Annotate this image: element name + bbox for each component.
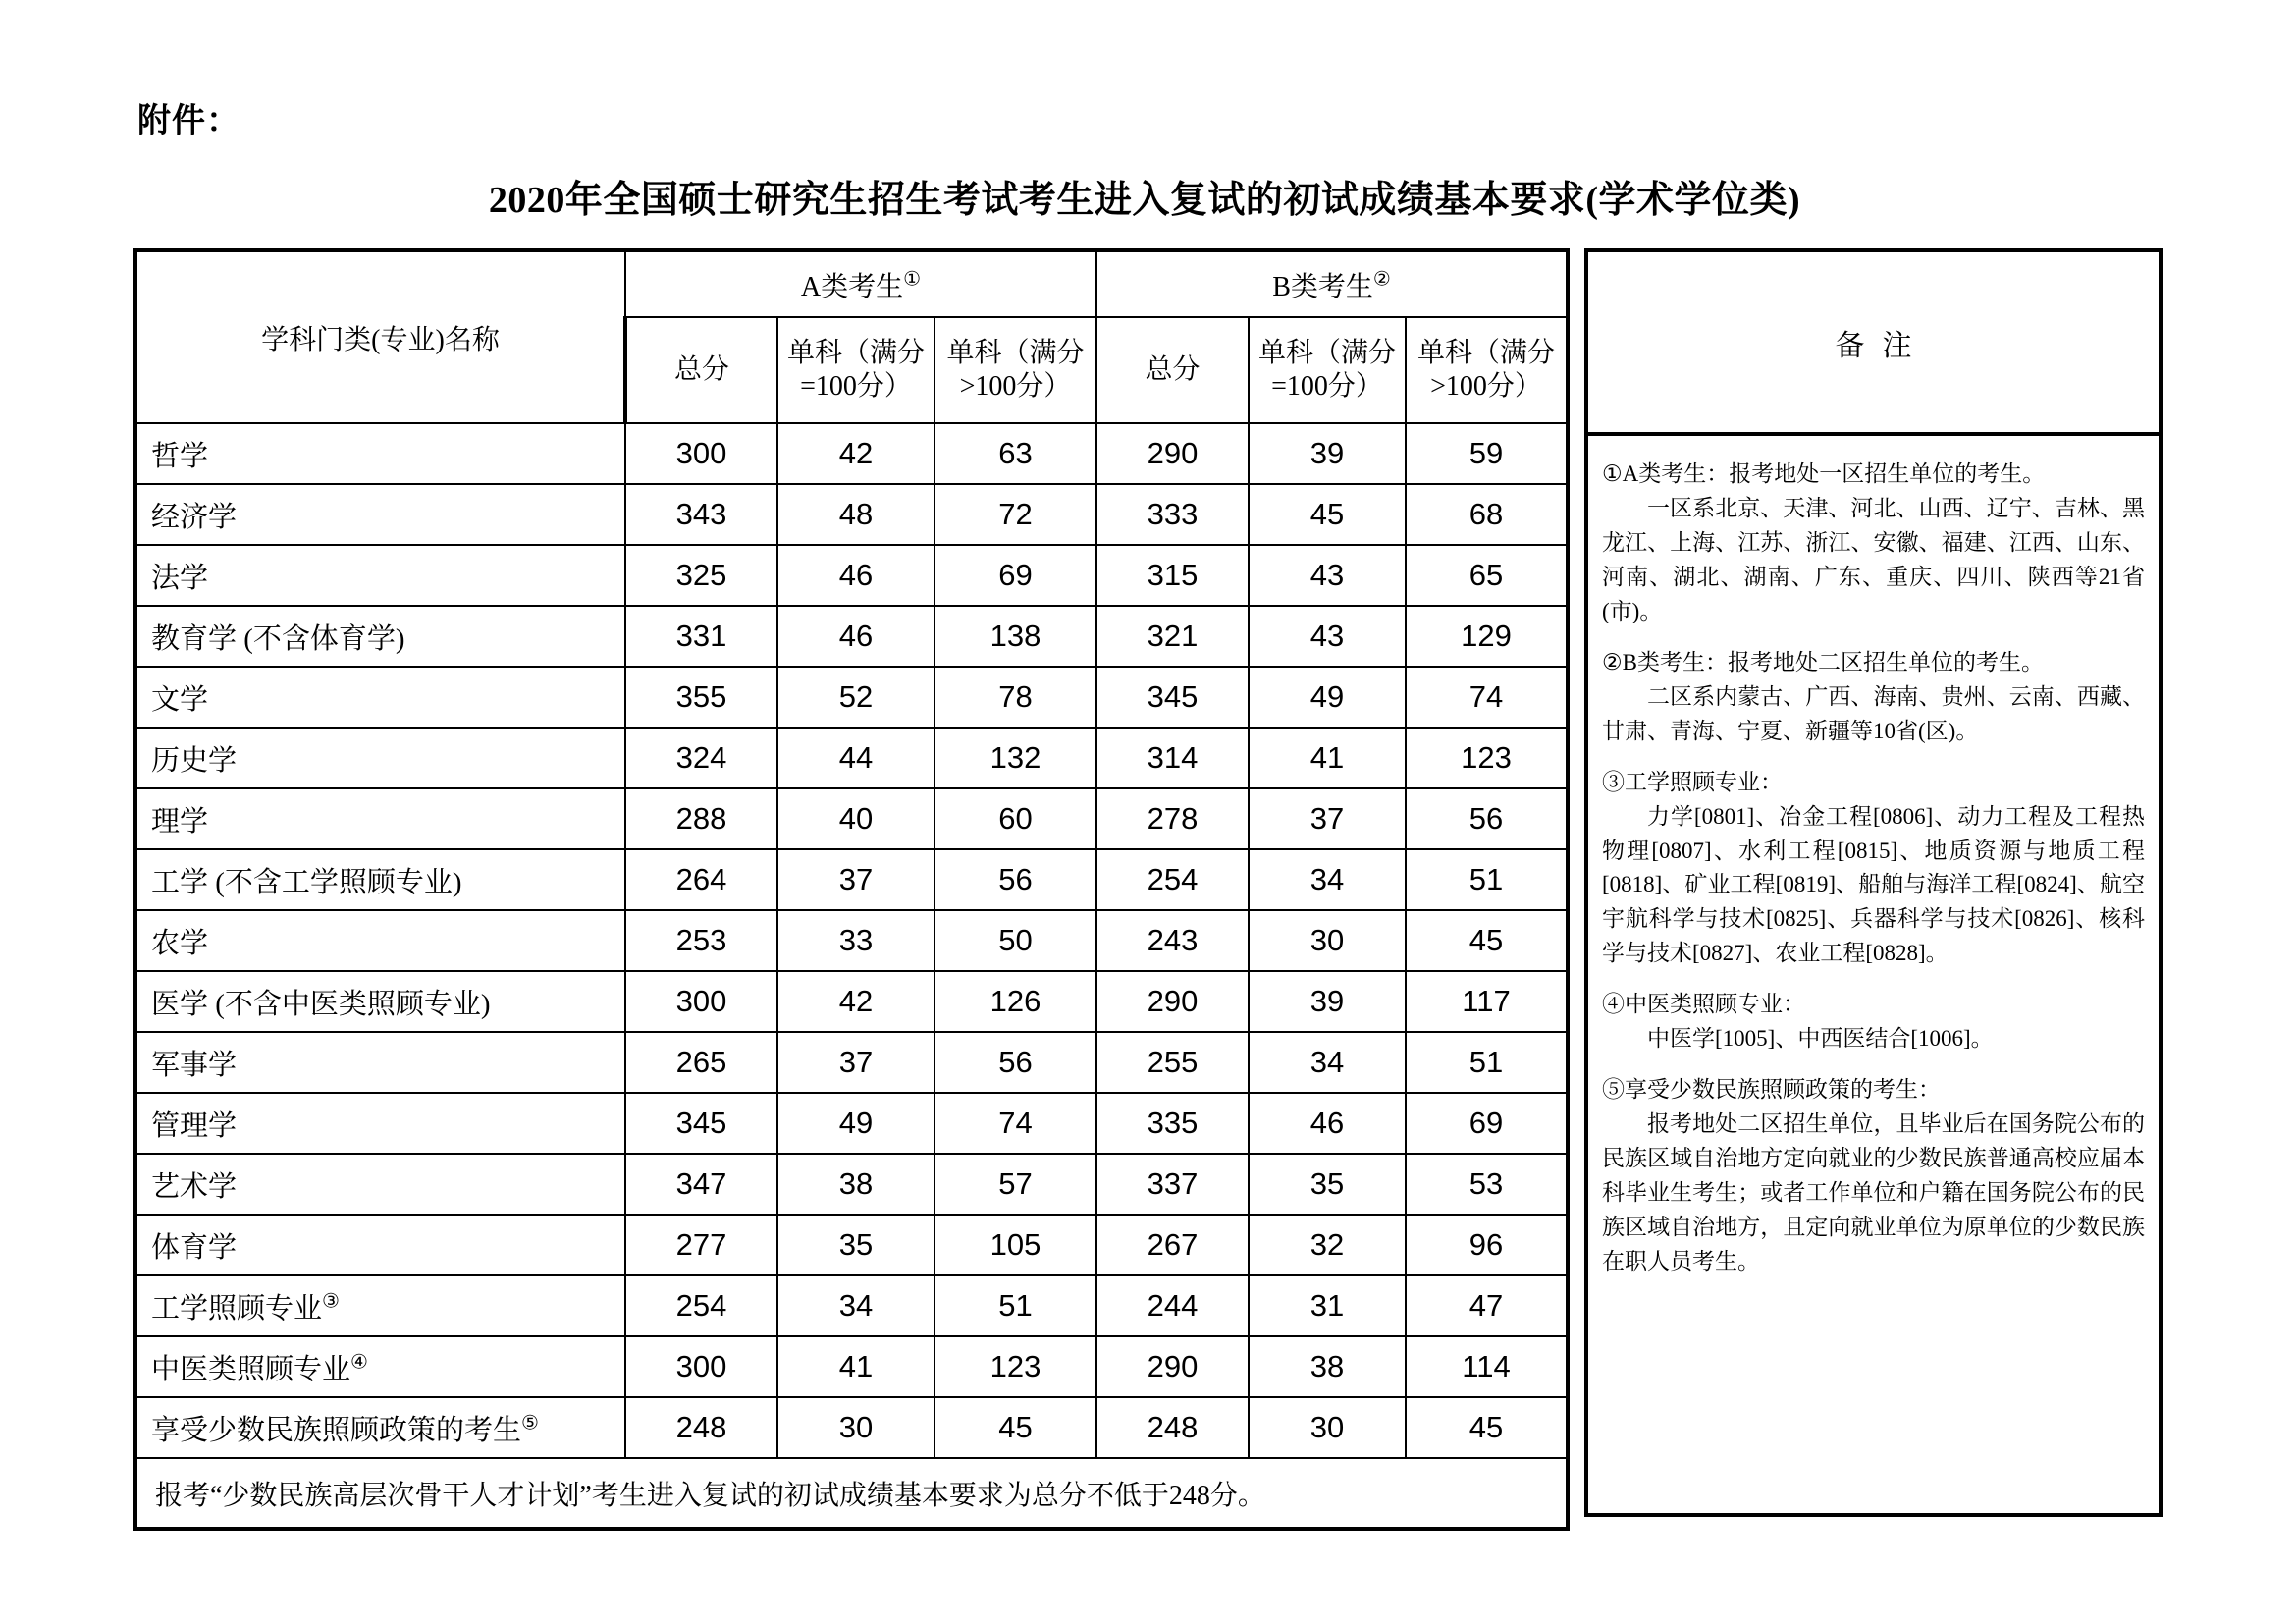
cell-a-eq100: 34 [777,1275,934,1336]
header-a-total: 总分 [625,317,777,423]
table-row [135,1154,1568,1215]
subject-label: 经济学 [151,501,238,533]
cell-subject-name [135,1336,625,1397]
cell-subject-name [135,1093,625,1154]
header-b-total: 总分 [1096,317,1249,423]
subject-label: 哲学 [151,440,209,472]
cell-a-gt100: 78 [934,667,1096,728]
table-row [135,606,1568,667]
cell-a-total: 355 [625,667,777,728]
cell-a-gt100: 72 [934,484,1096,545]
cell-a-total: 253 [625,910,777,971]
table-row [135,484,1568,545]
subject-label: 中医类照顾专业 [151,1353,351,1385]
cell-a-gt100: 56 [934,1032,1096,1093]
cell-a-eq100: 49 [777,1093,934,1154]
footnote-marker: ④ [350,1350,368,1373]
cell-b-total: 335 [1096,1093,1249,1154]
cell-a-gt100: 57 [934,1154,1096,1215]
table-row [135,910,1568,971]
cell-b-gt100: 96 [1406,1215,1568,1275]
cell-b-total: 267 [1096,1215,1249,1275]
cell-subject-name [135,788,625,849]
cell-b-gt100: 47 [1406,1275,1568,1336]
table-row [135,1032,1568,1093]
cell-a-gt100: 123 [934,1336,1096,1397]
remark-note-5 [1602,1073,2145,1279]
footnote-marker-1: ① [903,268,922,291]
table-row [135,1397,1568,1458]
cell-a-eq100: 42 [777,971,934,1032]
header-a-single-gt100-line2: >100分） [959,371,1072,402]
header-group-a-label: A类考生 [800,271,904,302]
cell-b-eq100: 46 [1249,1093,1406,1154]
remark-note-4-body: 中医学[1005]、中西医结合[1006]。 [1647,1026,1994,1052]
cell-a-gt100: 63 [934,423,1096,484]
cell-b-eq100: 38 [1249,1336,1406,1397]
header-group-b-label: B类考生 [1272,271,1373,302]
cell-a-total: 254 [625,1275,777,1336]
cell-b-total: 290 [1096,971,1249,1032]
cell-subject-name [135,910,625,971]
cell-subject-name [135,1154,625,1215]
cell-a-eq100: 41 [777,1336,934,1397]
header-b-single-gt100-line2: >100分） [1430,371,1542,402]
cell-b-eq100: 34 [1249,849,1406,910]
remarks-header: 备注 [1588,252,2159,436]
cell-a-total: 325 [625,545,777,606]
cell-a-total: 277 [625,1215,777,1275]
remark-note-4 [1602,988,2145,1056]
footnote-marker: ③ [322,1289,340,1312]
subject-label: 工学照顾专业 [151,1292,323,1325]
cell-b-gt100: 74 [1406,667,1568,728]
header-a-single-gt100 [934,317,1096,423]
cell-a-total: 288 [625,788,777,849]
attachment-label: 附件： [137,103,240,139]
cell-b-gt100: 69 [1406,1093,1568,1154]
page-title: 2020年全国硕士研究生招生考试考生进入复试的初试成绩基本要求(学术学位类) [488,180,1801,221]
remark-note-3 [1602,766,2145,972]
cell-a-eq100: 52 [777,667,934,728]
header-a-single-eq100-line1: 单科（满分 [786,337,925,368]
cell-b-total: 255 [1096,1032,1249,1093]
subject-label: 管理学 [151,1110,238,1142]
cell-subject-name [135,1397,625,1458]
cell-a-gt100: 138 [934,606,1096,667]
cell-a-total: 264 [625,849,777,910]
cell-a-total: 300 [625,423,777,484]
cell-b-total: 248 [1096,1397,1249,1458]
cell-a-eq100: 46 [777,606,934,667]
cell-b-eq100: 35 [1249,1154,1406,1215]
cell-subject-name [135,849,625,910]
table-footer-row [135,1458,1568,1529]
subject-label: 农学 [151,927,209,959]
remark-note-5-body: 报考地处二区招生单位，且毕业后在国务院公布的民族区域自治地方定向就业的少数民族普通高校应届本科毕业生考生；或者工作单位和户籍在国务院公布的民族区域自治地方，且定向就业单位为原单位的少数民族在职人员考生。 [1602,1111,2145,1274]
cell-b-eq100: 41 [1249,728,1406,788]
table-row [135,423,1568,484]
remark-note-4-title: ④中医类照顾专业： [1602,992,1805,1017]
remark-note-3-title: ③工学照顾专业： [1602,769,1783,794]
cell-b-gt100: 117 [1406,971,1568,1032]
cell-b-gt100: 123 [1406,728,1568,788]
header-b-single-gt100-line1: 单科（满分 [1416,337,1555,368]
cell-subject-name [135,728,625,788]
subject-label: 理学 [151,805,209,838]
subject-label: 艺术学 [151,1170,238,1203]
cell-a-eq100: 30 [777,1397,934,1458]
cell-a-gt100: 45 [934,1397,1096,1458]
cell-b-total: 278 [1096,788,1249,849]
cell-b-eq100: 30 [1249,1397,1406,1458]
subject-label: 工学 (不含工学照顾专业) [151,866,462,898]
cell-b-gt100: 56 [1406,788,1568,849]
cell-a-gt100: 51 [934,1275,1096,1336]
cell-subject-name [135,1215,625,1275]
cell-subject-name [135,1032,625,1093]
subject-label: 文学 [151,683,209,716]
cell-b-gt100: 45 [1406,910,1568,971]
cell-b-total: 243 [1096,910,1249,971]
cell-a-gt100: 105 [934,1215,1096,1275]
cell-a-eq100: 40 [777,788,934,849]
table-row [135,1215,1568,1275]
header-b-single-eq100-line2: =100分） [1271,371,1383,402]
remark-note-1-body: 一区系北京、天津、河北、山西、辽宁、吉林、黑龙江、上海、江苏、浙江、安徽、福建、江西、山东、河南、湖北、湖南、广东、重庆、四川、陕西等21省(市)。 [1602,495,2145,623]
header-group-a [625,250,1096,317]
cell-b-eq100: 39 [1249,423,1406,484]
header-a-single-eq100-line2: =100分） [800,371,912,402]
remarks-body [1588,436,2159,1289]
table-row [135,849,1568,910]
remark-note-1-title: ①A类考生：报考地处一区招生单位的考生。 [1602,461,2046,486]
cell-b-eq100: 43 [1249,545,1406,606]
table-row [135,971,1568,1032]
cell-b-eq100: 34 [1249,1032,1406,1093]
remark-note-2-title: ②B类考生：报考地处二区招生单位的考生。 [1602,649,2044,675]
cell-b-eq100: 30 [1249,910,1406,971]
cell-a-total: 345 [625,1093,777,1154]
cell-a-eq100: 33 [777,910,934,971]
footnote-marker-2: ② [1372,268,1391,291]
cell-subject-name [135,423,625,484]
cell-b-gt100: 51 [1406,849,1568,910]
table-footer-note: 报考“少数民族高层次骨干人才计划”考生进入复试的初试成绩基本要求为总分不低于248分。 [135,1458,1568,1529]
header-group-b [1096,250,1568,317]
cell-b-eq100: 49 [1249,667,1406,728]
subject-label: 法学 [151,562,209,594]
cell-a-gt100: 56 [934,849,1096,910]
cell-b-total: 333 [1096,484,1249,545]
cell-a-total: 324 [625,728,777,788]
cell-a-total: 331 [625,606,777,667]
cell-a-gt100: 69 [934,545,1096,606]
header-a-single-gt100-line1: 单科（满分 [946,337,1085,368]
cell-a-total: 300 [625,1336,777,1397]
cell-a-gt100: 60 [934,788,1096,849]
cell-a-total: 248 [625,1397,777,1458]
remarks-column [1584,248,2163,1517]
cell-b-gt100: 51 [1406,1032,1568,1093]
cell-a-gt100: 50 [934,910,1096,971]
cell-b-total: 315 [1096,545,1249,606]
cell-a-eq100: 38 [777,1154,934,1215]
remark-note-2 [1602,646,2145,749]
cell-b-total: 337 [1096,1154,1249,1215]
cell-a-gt100: 132 [934,728,1096,788]
table-row [135,788,1568,849]
cell-b-total: 314 [1096,728,1249,788]
subject-label: 体育学 [151,1231,238,1264]
cell-b-eq100: 37 [1249,788,1406,849]
cell-b-gt100: 68 [1406,484,1568,545]
remark-note-1 [1602,458,2145,629]
cell-b-gt100: 53 [1406,1154,1568,1215]
cell-b-total: 321 [1096,606,1249,667]
cell-subject-name [135,667,625,728]
cell-a-eq100: 37 [777,1032,934,1093]
cell-b-eq100: 32 [1249,1215,1406,1275]
footnote-marker: ⑤ [521,1411,539,1434]
cell-b-eq100: 45 [1249,484,1406,545]
cell-b-gt100: 129 [1406,606,1568,667]
cell-b-eq100: 43 [1249,606,1406,667]
cell-a-eq100: 37 [777,849,934,910]
subject-label: 享受少数民族照顾政策的考生 [151,1414,522,1446]
cell-a-total: 265 [625,1032,777,1093]
remark-note-3-body: 力学[0801]、冶金工程[0806]、动力工程及工程热物理[0807]、水利工程[0815]、地质资源与地质工程[0818]、矿业工程[0819]、船舶与海洋工程[0824]、航空宇航科学与技术[0825]、兵器科学与技术[0826]、核科学与技术[0827]、农业工程[0828]。 [1602,803,2145,966]
header-b-single-eq100 [1249,317,1406,423]
cell-b-total: 290 [1096,1336,1249,1397]
header-subject-category: 学科门类(专业)名称 [135,250,625,423]
cell-a-eq100: 35 [777,1215,934,1275]
subject-label: 历史学 [151,744,238,777]
cell-b-eq100: 39 [1249,971,1406,1032]
cell-b-gt100: 114 [1406,1336,1568,1397]
cell-subject-name [135,1275,625,1336]
cell-subject-name [135,971,625,1032]
cell-a-gt100: 126 [934,971,1096,1032]
header-b-single-gt100 [1406,317,1568,423]
cell-a-eq100: 48 [777,484,934,545]
cell-a-gt100: 74 [934,1093,1096,1154]
table-row [135,667,1568,728]
cell-b-total: 254 [1096,849,1249,910]
remark-note-5-title: ⑤享受少数民族照顾政策的考生： [1602,1077,1941,1103]
score-requirements-table [133,248,1570,1531]
header-b-single-eq100-line1: 单科（满分 [1257,337,1396,368]
table-row [135,1336,1568,1397]
cell-a-eq100: 46 [777,545,934,606]
cell-b-gt100: 59 [1406,423,1568,484]
subject-label: 军事学 [151,1049,238,1081]
cell-a-eq100: 44 [777,728,934,788]
subject-label: 教育学 (不含体育学) [151,623,405,655]
table-header-row-1 [135,250,1568,317]
table-row [135,545,1568,606]
cell-b-total: 244 [1096,1275,1249,1336]
cell-subject-name [135,545,625,606]
cell-b-total: 345 [1096,667,1249,728]
table-row [135,1093,1568,1154]
subject-label: 医学 (不含中医类照顾专业) [151,988,491,1020]
cell-b-total: 290 [1096,423,1249,484]
table-row [135,1275,1568,1336]
cell-a-total: 343 [625,484,777,545]
cell-b-gt100: 65 [1406,545,1568,606]
table-row [135,728,1568,788]
cell-a-eq100: 42 [777,423,934,484]
cell-a-total: 347 [625,1154,777,1215]
cell-subject-name [135,606,625,667]
cell-subject-name [135,484,625,545]
cell-a-total: 300 [625,971,777,1032]
cell-b-eq100: 31 [1249,1275,1406,1336]
remark-note-2-body: 二区系内蒙古、广西、海南、贵州、云南、西藏、甘肃、青海、宁夏、新疆等10省(区)。 [1602,683,2145,743]
cell-b-gt100: 45 [1406,1397,1568,1458]
header-a-single-eq100 [777,317,934,423]
